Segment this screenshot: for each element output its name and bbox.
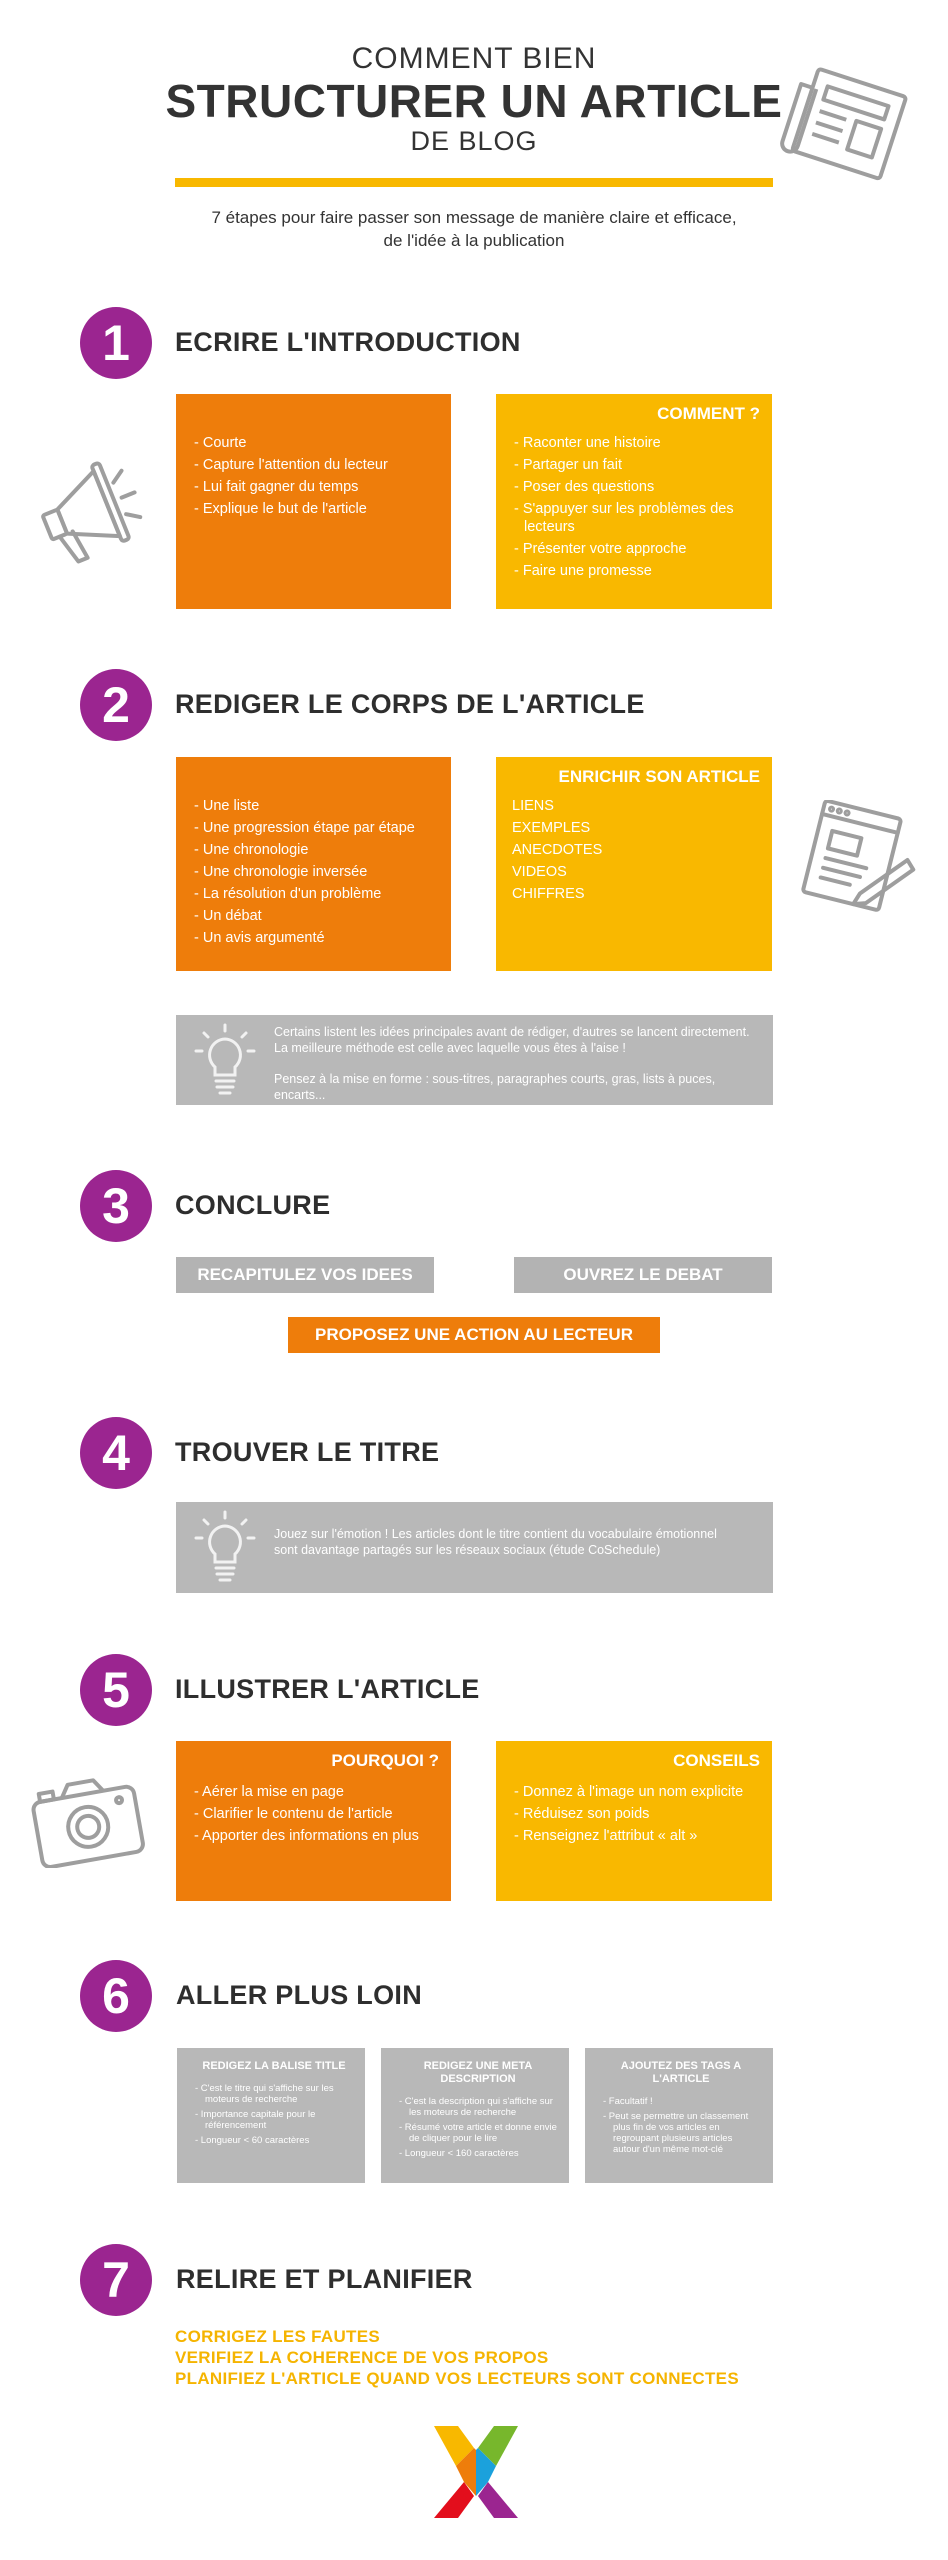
list-item: - Présenter votre approche [514, 541, 687, 557]
step-5-title: ILLUSTRER L'ARTICLE [175, 1674, 480, 1704]
list-item: - Capture l'attention du lecteur [194, 457, 388, 473]
list-item: - Importance capitale pour le référencement [195, 2109, 316, 2131]
step-1-title: ECRIRE L'INTRODUCTION [175, 327, 521, 357]
final-line-1: CORRIGEZ LES FAUTES [175, 2327, 380, 2346]
box-heading: POURQUOI ? [331, 1751, 439, 1770]
list-item: - Une progression étape par étape [194, 820, 415, 836]
list-item: - Poser des questions [514, 479, 655, 495]
card-heading: REDIGEZ LA BALISE TITLE [202, 2060, 346, 2072]
list-item: - Raconter une histoire [514, 435, 661, 451]
step-3-title: CONCLURE [175, 1190, 331, 1220]
list-item: - Explique le but de l'article [194, 501, 367, 517]
camera-icon [28, 1772, 146, 1868]
list-item: - C'est le titre qui s'affiche sur les moteurs de recherche [195, 2083, 334, 2105]
tip-text: Certains listent les idées principales avant de rédiger, d'autres se lancent directement. La meilleure méthode est celle avec laquelle vous êtes à l'aise ! [274, 1025, 750, 1055]
step-2-structures-box [176, 757, 451, 971]
step-1-how-box [496, 394, 772, 609]
debate-tag: OUVREZ LE DEBAT [514, 1257, 772, 1293]
list-item: ANECDOTES [512, 842, 603, 858]
list-item: - Réduisez son poids [514, 1806, 650, 1822]
tip-text: Pensez à la mise en forme : sous-titres, paragraphes courts, gras, lists à puces, encarts... [274, 1072, 716, 1102]
tip-text: Jouez sur l'émotion ! Les articles dont le titre contient du vocabulaire émotionnel sont davantage partagés sur les réseaux sociaux (étude CoSchedule) [274, 1527, 717, 1557]
intro-line-2: de l'idée à la publication [383, 231, 565, 250]
megaphone-icon [36, 455, 146, 565]
final-line-2: VERIFIEZ LA COHERENCE DE VOS PROPOS [175, 2348, 549, 2367]
list-item: - Un débat [194, 908, 262, 924]
step-7-number: 7 [80, 2244, 152, 2316]
list-item: - Aérer la mise en page [194, 1784, 344, 1800]
list-item: - Faire une promesse [514, 563, 652, 579]
list-item: - Longueur < 60 caractères [195, 2135, 310, 2146]
box-heading: CONSEILS [673, 1751, 760, 1770]
card-heading: REDIGEZ UNE META DESCRIPTION [423, 2060, 533, 2085]
step-4-number: 4 [80, 1417, 152, 1489]
lightbulb-icon [190, 1510, 260, 1584]
step-1-features-box [176, 394, 451, 609]
meta-description-card [381, 2048, 569, 2183]
intro-line-1: 7 étapes pour faire passer son message de manière claire et efficace, [211, 208, 737, 227]
newspaper-icon [778, 64, 914, 190]
header-line-3: DE BLOG [410, 126, 538, 156]
list-item: - C'est la description qui s'affiche sur les moteurs de recherche [399, 2096, 553, 2118]
step-4-title: TROUVER LE TITRE [175, 1437, 440, 1467]
list-item: - Apporter des informations en plus [194, 1828, 419, 1844]
list-item: EXEMPLES [512, 820, 591, 836]
list-item: - Peut se permettre un classement plus fin de vos articles en regroupant plusieurs articles autour d'un même mot-clé [603, 2111, 749, 2155]
card-heading: AJOUTEZ DES TAGS A L'ARTICLE [620, 2060, 742, 2085]
step-2-enrich-box [496, 757, 772, 971]
final-line-3: PLANIFIEZ L'ARTICLE QUAND VOS LECTEURS SONT CONNECTES [175, 2369, 739, 2388]
list-item: - Une liste [194, 798, 260, 814]
list-item: - La résolution d'un problème [194, 886, 382, 902]
list-item: - Longueur < 160 caractères [399, 2148, 519, 2159]
title-tag-card [177, 2048, 365, 2183]
step-2-number: 2 [80, 669, 152, 741]
list-item: - Clarifier le contenu de l'article [194, 1806, 393, 1822]
box-heading: ENRICHIR SON ARTICLE [558, 767, 760, 786]
recap-tag: RECAPITULEZ VOS IDEES [176, 1257, 434, 1293]
list-item: - Résumé votre article et donne envie de cliquer pour le lire [399, 2122, 557, 2144]
step-5-number: 5 [80, 1654, 152, 1726]
list-item: - Partager un fait [514, 457, 622, 473]
box-heading: COMMENT ? [657, 404, 760, 423]
action-tag: PROPOSEZ UNE ACTION AU LECTEUR [288, 1317, 660, 1353]
list-item: - Donnez à l'image un nom explicite [514, 1784, 744, 1800]
step-7-title: RELIRE ET PLANIFIER [176, 2264, 473, 2294]
document-pen-icon [798, 800, 918, 920]
header-line-1: COMMENT BIEN [351, 42, 597, 75]
step-6-number: 6 [80, 1960, 152, 2032]
logo-x-icon [430, 2420, 522, 2524]
page-title: STRUCTURER UN ARTICLE [165, 75, 783, 127]
step-4-tip-box [176, 1502, 773, 1593]
list-item: VIDEOS [512, 864, 567, 880]
tags-card [585, 2048, 773, 2183]
step-2-title: REDIGER LE CORPS DE L'ARTICLE [175, 689, 645, 719]
list-item: - Un avis argumenté [194, 930, 325, 946]
step-3-number: 3 [80, 1170, 152, 1242]
list-item: - Courte [194, 435, 247, 451]
list-item: - Une chronologie inversée [194, 864, 368, 880]
list-item: - Une chronologie [194, 842, 309, 858]
step-1-number: 1 [80, 307, 152, 379]
list-item: LIENS [512, 798, 554, 814]
lightbulb-icon [190, 1023, 260, 1097]
step-2-tip-box [176, 1015, 773, 1105]
list-item: - Renseignez l'attribut « alt » [514, 1828, 698, 1844]
list-item: - Facultatif ! [603, 2096, 653, 2107]
list-item: CHIFFRES [512, 886, 585, 902]
step-5-tips-box [496, 1741, 772, 1901]
step-5-why-box [176, 1741, 451, 1901]
list-item: - Lui fait gagner du temps [194, 479, 359, 495]
list-item: - S'appuyer sur les problèmes des lecteurs [514, 501, 734, 535]
header-divider [175, 178, 773, 187]
step-6-title: ALLER PLUS LOIN [176, 1980, 422, 2010]
